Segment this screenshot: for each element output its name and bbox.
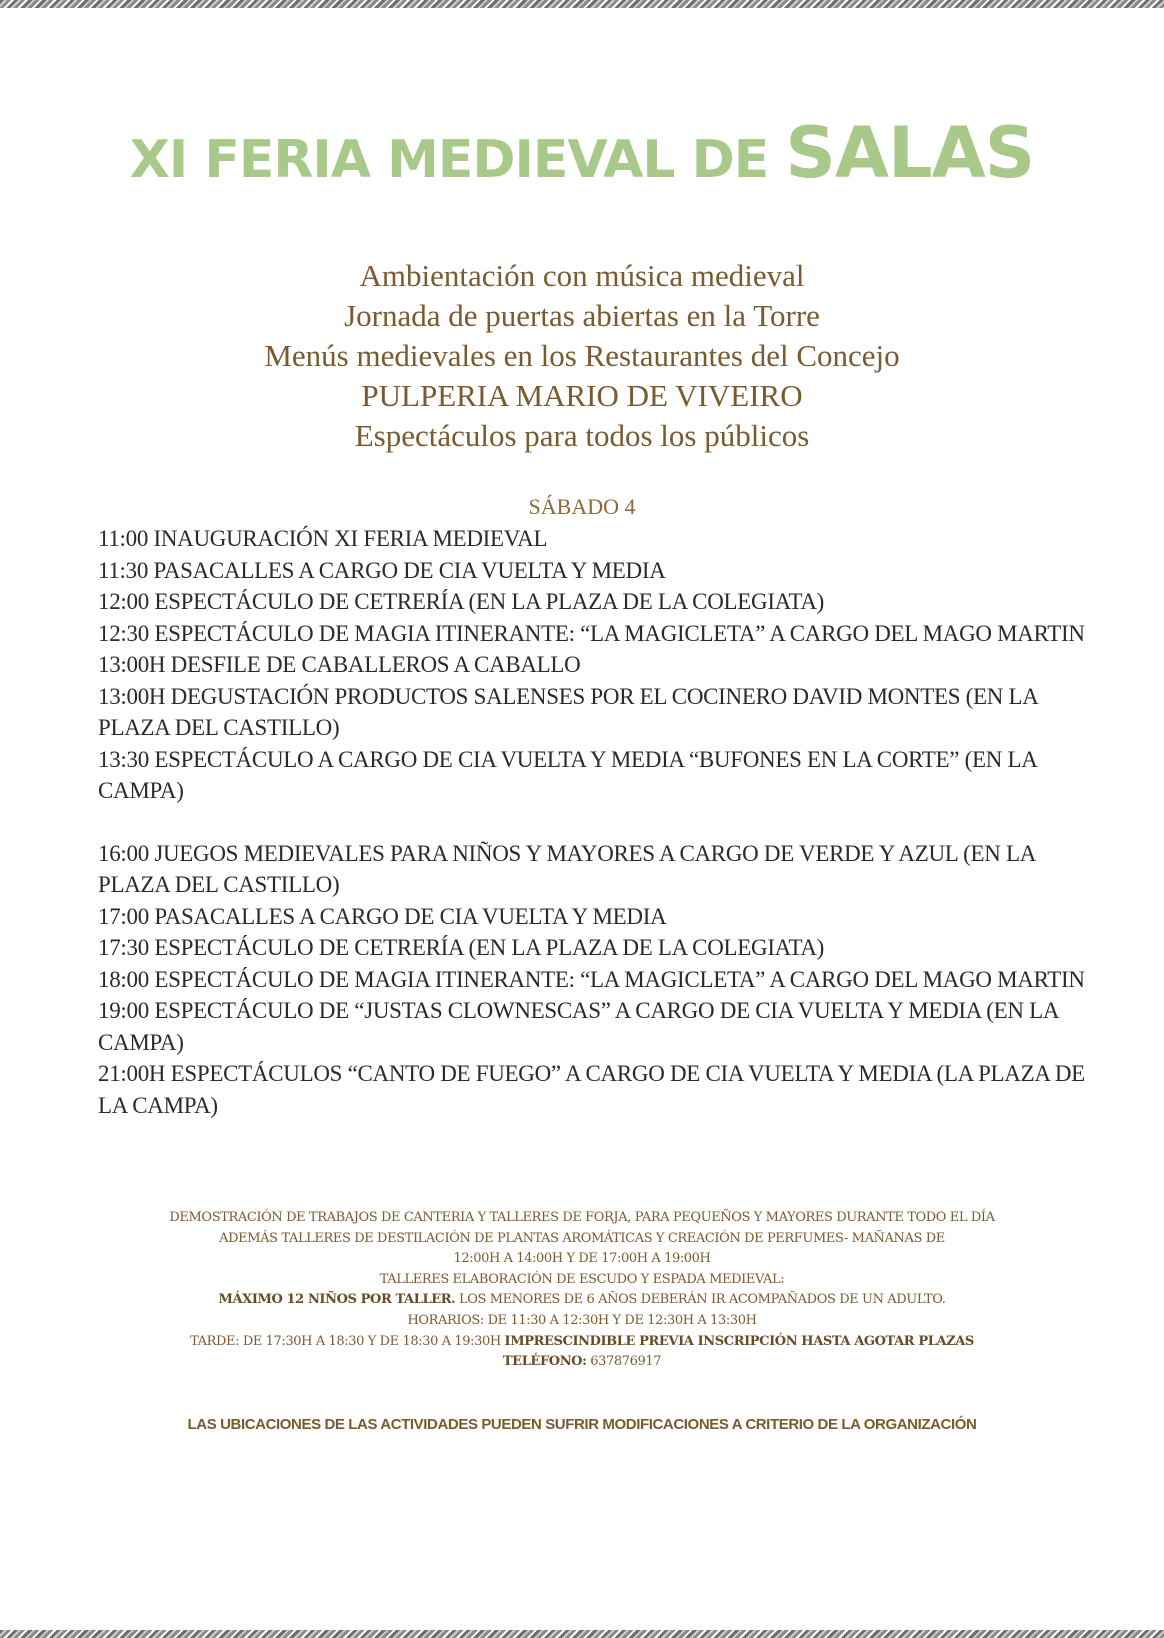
note-bold: MÁXIMO 12 NIÑOS POR TALLER. (218, 1292, 456, 1308)
decorative-border-bottom (0, 1630, 1164, 1638)
schedule-item: 21:00H ESPECTÁCULOS “CANTO DE FUEGO” A CARGO DE CIA VUELTA Y MEDIA (LA PLAZA DE LA CAMPA) (98, 1061, 1085, 1118)
note-text: TARDE: DE 17:30H A 18:30 Y DE 18:30 A 19:30H (190, 1333, 505, 1349)
title-emphasis: SALAS (785, 112, 1035, 194)
decorative-border-top (0, 0, 1164, 8)
schedule-item: 18:00 ESPECTÁCULO DE MAGIA ITINERANTE: “LA MAGICLETA” A CARGO DEL MAGO MARTIN (98, 966, 1085, 992)
note-bold: IMPRESCINDIBLE PREVIA INSCRIPCIÓN HASTA AGOTAR PLAZAS (504, 1333, 974, 1349)
note-line (0, 1290, 1164, 1311)
note-line: HORARIOS: DE 11:30 A 12:30H Y DE 12:30H A 13:30H (407, 1312, 757, 1328)
phone-number[interactable]: 637876917 (586, 1354, 662, 1370)
note-line (0, 1332, 1164, 1353)
phone-line (0, 1352, 1164, 1373)
schedule-item: 17:00 PASACALLES A CARGO DE CIA VUELTA Y MEDIA (98, 903, 667, 929)
day-heading: SÁBADO 4 (528, 494, 636, 519)
page-title (0, 112, 1164, 194)
schedule-item: 13:00H DEGUSTACIÓN PRODUCTOS SALENSES POR EL COCINERO DAVID MONTES (EN LA PLAZA DEL CASTILLO) (98, 683, 1038, 740)
schedule-afternoon (98, 838, 1098, 1122)
note-line: TALLERES ELABORACIÓN DE ESCUDO Y ESPADA MEDIEVAL: (379, 1271, 785, 1287)
schedule-item: 13:30 ESPECTÁCULO A CARGO DE CIA VUELTA Y MEDIA “BUFONES EN LA CORTE” (EN LA CAMPA) (98, 746, 1037, 803)
intro-line: Jornada de puertas abiertas en la Torre (344, 298, 820, 333)
title-prefix: XI FERIA MEDIEVAL DE (129, 130, 786, 190)
schedule-item: 19:00 ESPECTÁCULO DE “JUSTAS CLOWNESCAS” A CARGO DE CIA VUELTA Y MEDIA (EN LA CAMPA) (98, 998, 1058, 1055)
note-line: ADEMÁS TALLERES DE DESTILACIÓN DE PLANTAS AROMÁTICAS Y CREACIÓN DE PERFUMES- MAÑANAS DE (219, 1230, 945, 1246)
schedule-item: 12:00 ESPECTÁCULO DE CETRERÍA (EN LA PLAZA DE LA COLEGIATA) (98, 589, 825, 614)
schedule-item: 17:30 ESPECTÁCULO DE CETRERÍA (EN LA PLAZA DE LA COLEGIATA) (98, 935, 825, 960)
disclaimer: LAS UBICACIONES DE LAS ACTIVIDADES PUEDEN SUFRIR MODIFICACIONES A CRITERIO DE LA ORGANIZACIÓN (187, 1416, 977, 1433)
schedule-item: 11:30 PASACALLES A CARGO DE CIA VUELTA Y MEDIA (98, 557, 666, 583)
intro-line: Menús medievales en los Restaurantes del Concejo (264, 338, 900, 373)
intro-line: Espectáculos para todos los públicos (354, 418, 810, 453)
workshop-notes (0, 1208, 1164, 1373)
note-line: 12:00H A 14:00H Y DE 17:00H A 19:00H (453, 1251, 711, 1267)
schedule-item: 11:00 INAUGURACIÓN XI FERIA MEDIEVAL (98, 526, 548, 551)
schedule-item: 16:00 JUEGOS MEDIEVALES PARA NIÑOS Y MAYORES A CARGO DE VERDE Y AZUL (EN LA PLAZA DEL CASTILLO) (98, 840, 1035, 897)
schedule-morning (98, 523, 1098, 807)
intro-line: PULPERIA MARIO DE VIVEIRO (361, 378, 803, 413)
intro-list (0, 256, 1164, 456)
schedule-spacer (98, 807, 1098, 838)
schedule-item: 13:00H DESFILE DE CABALLEROS A CABALLO (98, 652, 581, 677)
schedule (98, 523, 1098, 1121)
note-text: LOS MENORES DE 6 AÑOS DEBERÁN IR ACOMPAÑADOS DE UN ADULTO. (455, 1292, 946, 1308)
intro-line: Ambientación con música medieval (359, 258, 805, 293)
note-line: DEMOSTRACIÓN DE TRABAJOS DE CANTERIA Y TALLERES DE FORJA, PARA PEQUEÑOS Y MAYORES DURANTE TODO EL DÍA (169, 1210, 995, 1225)
phone-label: TELÉFONO: (502, 1354, 587, 1370)
schedule-item: 12:30 ESPECTÁCULO DE MAGIA ITINERANTE: “LA MAGICLETA” A CARGO DEL MAGO MARTIN (98, 620, 1085, 646)
